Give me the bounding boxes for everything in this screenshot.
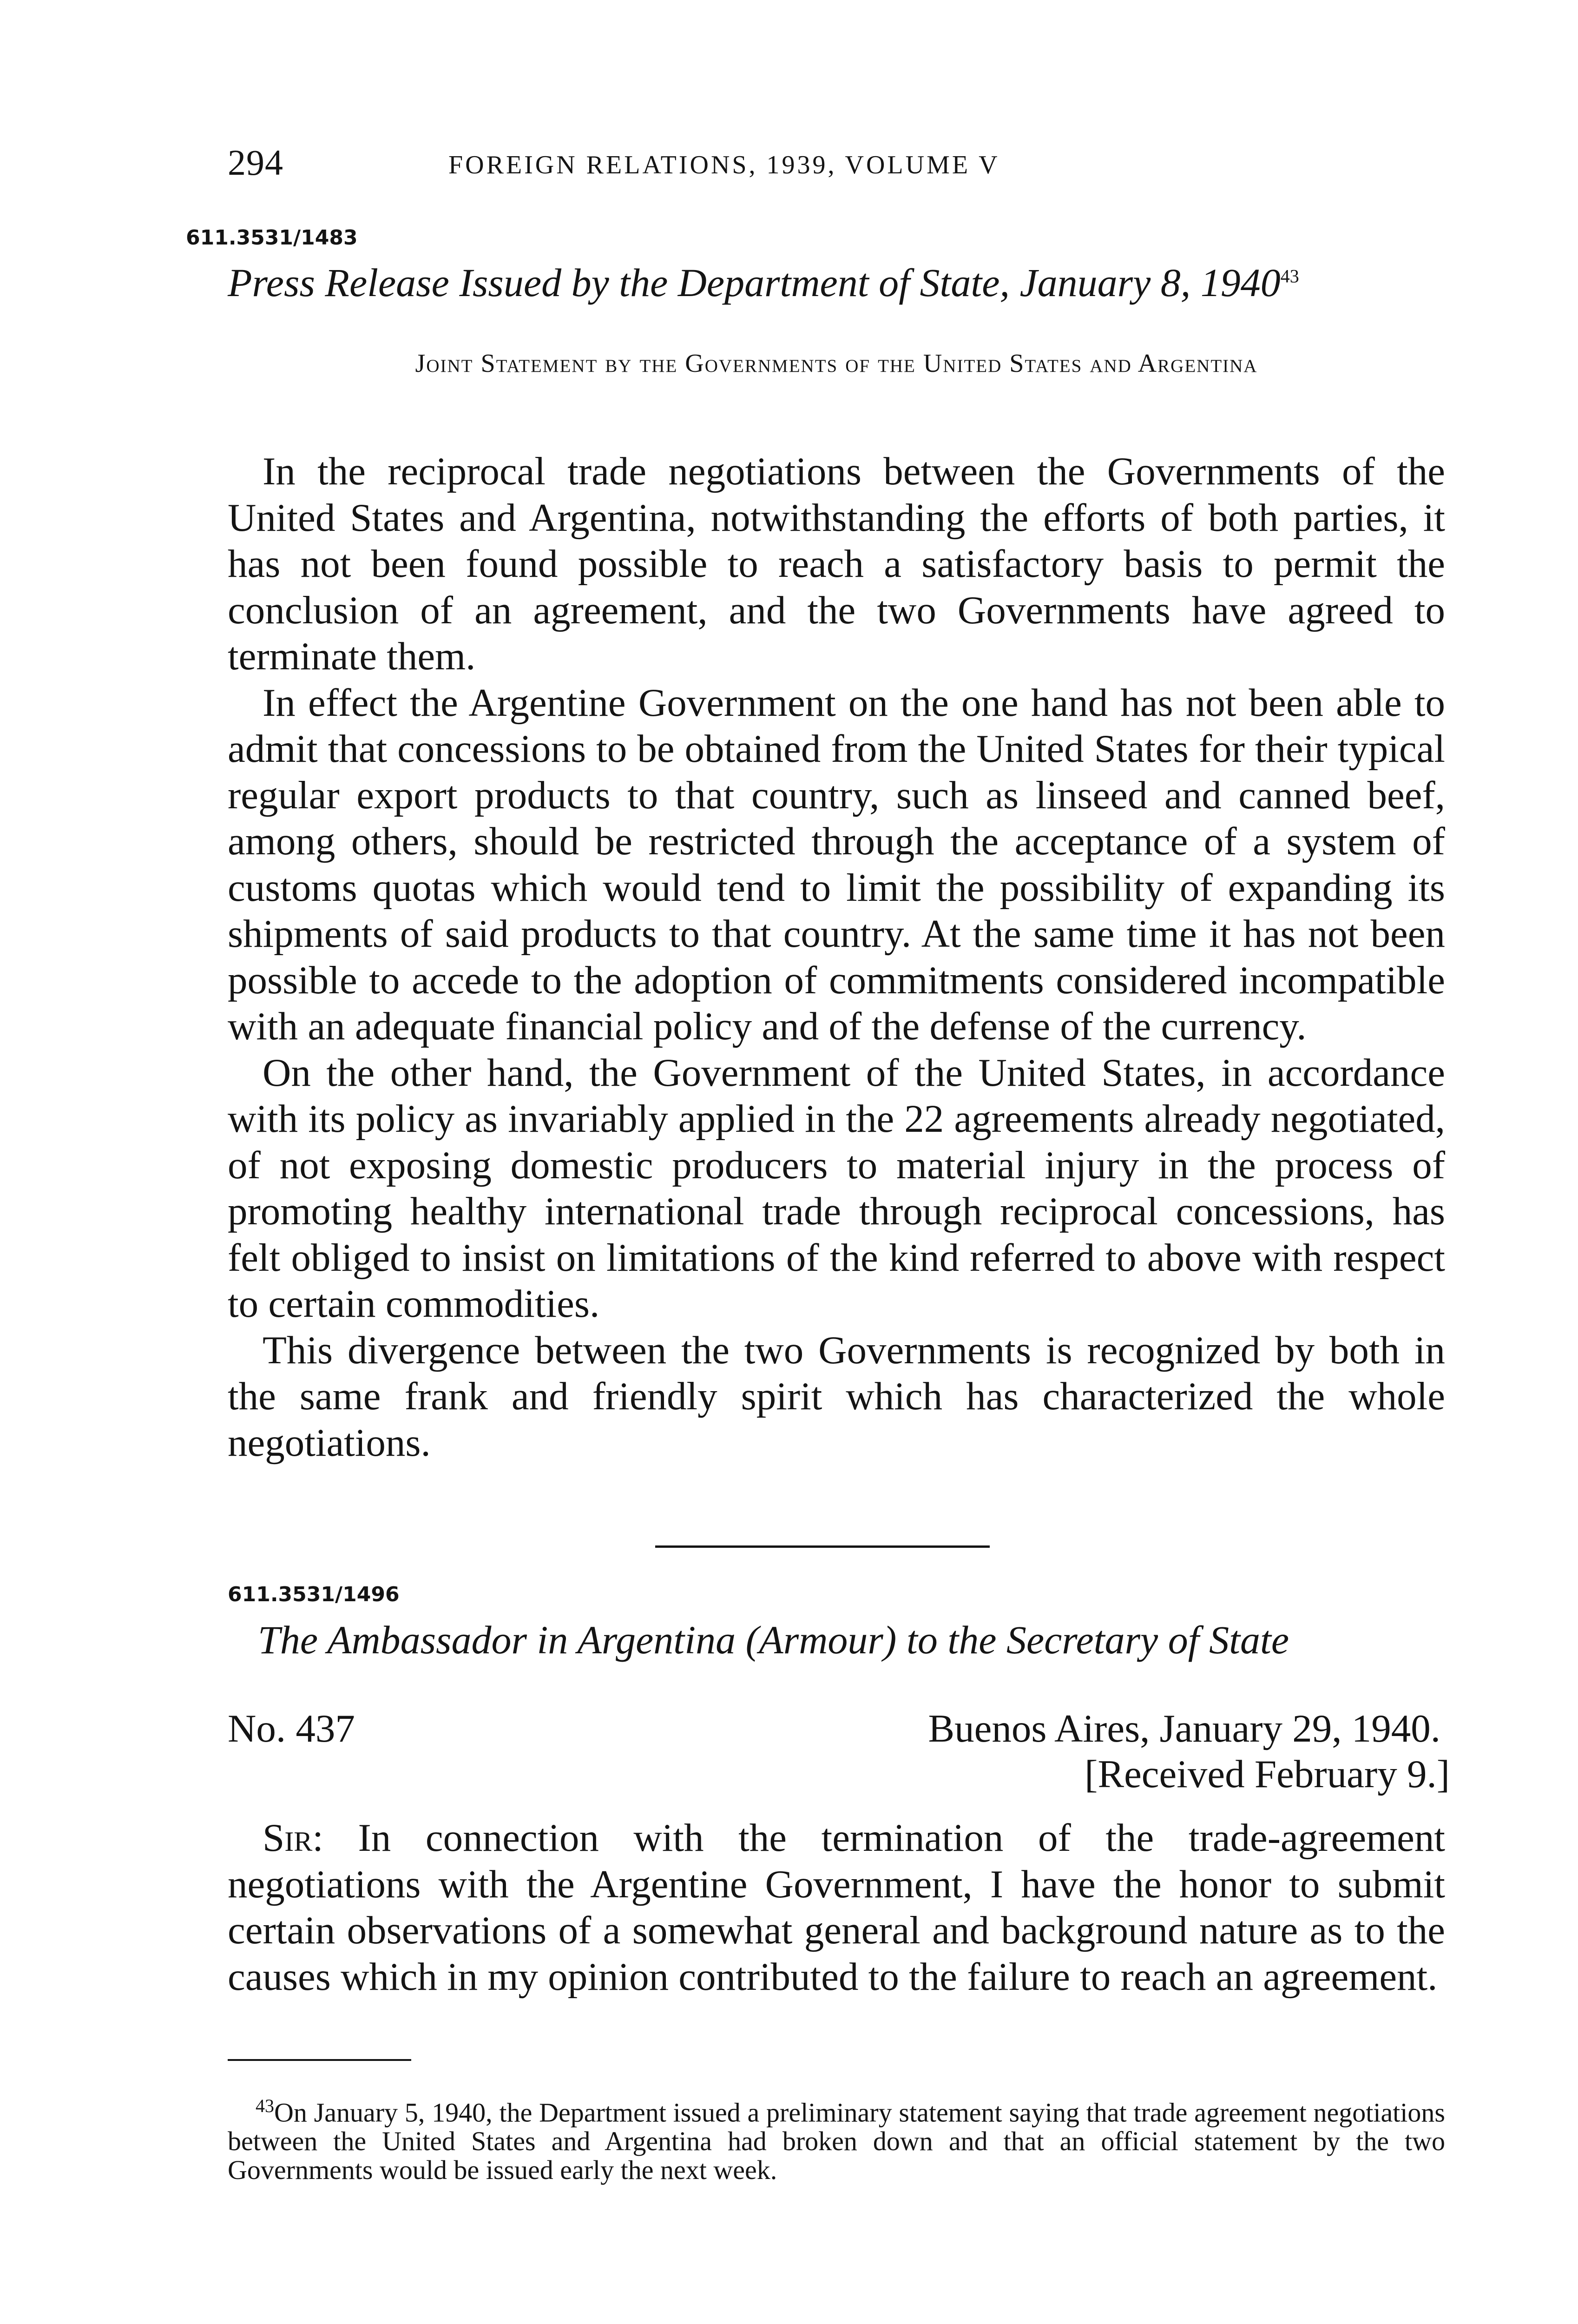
- dispatch-paragraph: [228, 1815, 1445, 2000]
- document-title-2: The Ambassador in Argentina (Armour) to the Secretary of State: [258, 1618, 1289, 1662]
- section-divider: [655, 1545, 990, 1548]
- statement-body: [228, 449, 1445, 1466]
- file-number-2: 611.3531/1496: [228, 1583, 400, 1606]
- footnote-rule: [228, 2059, 411, 2061]
- dispatch-number: No. 437: [228, 1707, 355, 1750]
- footnote-marker: 43: [256, 2095, 274, 2116]
- statement-paragraph-3: On the other hand, the Government of the United States, in accordance with its policy as invariably applied in the 22 agreements already negotiated, of not exposing domestic producers to material injury in the process of promoting healthy international trade through reciprocal concessions, has felt obliged to insist on limitations of the kind referred to above with respect to certain commodities.: [228, 1050, 1445, 1326]
- dispatch-body: [228, 1815, 1445, 2000]
- statement-paragraph-2: In effect the Argentine Government on the one hand has not been able to admit that concessions to be obtained from the United States for their typical regular export products to that country, such as linseed and canned beef, among others, should be restricted through the acceptance of a system of customs quotas which would tend to limit the possibility of expanding its shipments of said products to that country. At the same time it has not been possible to accede to the adoption of commitments considered incompatible with an adequate financial policy and of the defense of the currency.: [228, 680, 1445, 1048]
- file-number-1: 611.3531/1483: [186, 226, 358, 250]
- footnote-text: On January 5, 1940, the Department issued a preliminary statement saying that trade agreement negotiations between the United States and Argentina had broken down and that an official statement by the two Governments would be issued early the next week.: [228, 2097, 1445, 2185]
- footnote-ref-43: 43: [1280, 265, 1299, 287]
- footnote-43: [228, 2092, 1445, 2185]
- salutation: Sir:: [263, 1816, 323, 1860]
- received-date: [Received February 9.]: [1085, 1752, 1450, 1796]
- document-title-1: [228, 259, 1299, 306]
- dispatch-paragraph-text: In connection with the termination of the trade-agreement negotiations with the Argentine Government, I have the honor to submit certain observations of a somewhat general and background nature as to the causes which in my opinion contributed to the failure to reach an agreement.: [228, 1816, 1446, 1999]
- running-head: [228, 142, 1250, 188]
- footnote: [228, 2092, 1445, 2185]
- running-title: FOREIGN RELATIONS, 1939, VOLUME V: [448, 151, 1000, 179]
- place-date: Buenos Aires, January 29, 1940.: [928, 1707, 1440, 1750]
- document-title-1-text: Press Release Issued by the Department of State, January 8, 1940: [228, 260, 1281, 305]
- subheading: Joint Statement by the Governments of the United States and Argentina: [415, 349, 1258, 378]
- page-number: 294: [228, 142, 283, 183]
- statement-paragraph-1: In the reciprocal trade negotiations between the Governments of the United States and Argentina, notwithstanding the efforts of both parties, it has not been found possible to reach a satisfactory basis to permit the conclusion of an agreement, and the two Governments have agreed to terminate them.: [228, 449, 1445, 678]
- statement-paragraph-4: This divergence between the two Governments is recognized by both in the same frank and friendly spirit which has characterized the whole negotiations.: [228, 1328, 1445, 1465]
